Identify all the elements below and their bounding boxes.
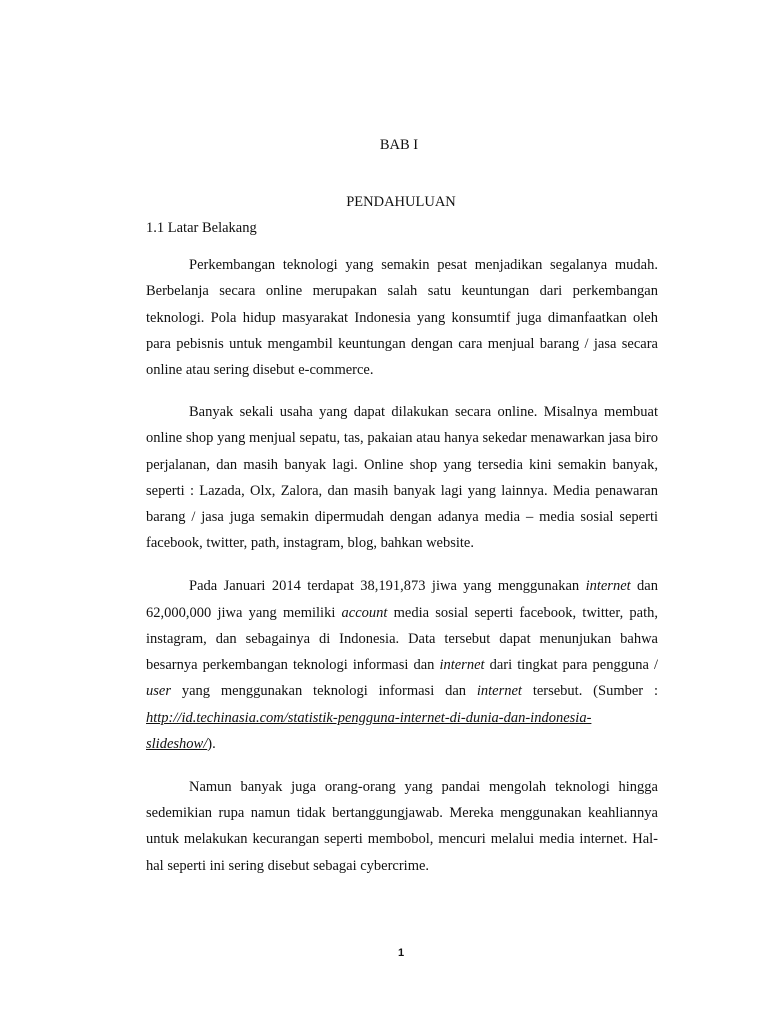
account-term: account (341, 604, 388, 621)
paragraph-3-text: dari tingkat para pengguna / (484, 657, 658, 674)
section-heading: 1.1 Latar Belakang (146, 220, 257, 236)
page-number: 1 (397, 947, 405, 959)
paragraph-3-text: yang menggunakan teknologi informasi dan (170, 683, 477, 700)
paragraph-4: Namun banyak juga orang-orang yang pandai mengolah teknologi hingga sedemikian rupa namun tidak bertanggungjawab. Mereka menggunakan keahliannya untuk melakukan kecurangan seperti membobol, mencuri melalui media internet. Hal-hal seperti ini sering disebut sebagai cybercrime. (146, 778, 658, 874)
internet-term: internet (476, 683, 522, 700)
internet-term: internet (439, 657, 485, 674)
paragraph-3-text: Pada Januari 2014 terdapat 38,191,873 jiwa yang menggunakan (189, 578, 586, 595)
paragraph-3-text: ). (207, 736, 216, 753)
chapter-number: BAB I (379, 137, 419, 153)
internet-term: internet (585, 578, 631, 595)
paragraph-3 (146, 573, 658, 757)
paragraph-3-text: tersebut. (Sumber : (521, 683, 658, 700)
chapter-title: PENDAHULUAN (346, 194, 456, 210)
body-text (146, 252, 658, 895)
paragraph-2: Banyak sekali usaha yang dapat dilakukan secara online. Misalnya membuat online shop yang menjual sepatu, tas, pakaian atau hanya sekedar menawarkan jasa biro perjalanan, dan masih banyak lagi. Online shop yang tersedia kini semakin banyak, seperti : Lazada, Olx, Zalora, dan masih banyak lagi yang lainnya. Media penawaran barang / jasa juga semakin dipermudah dengan adanya media – media sosial seperti facebook, twitter, path, instagram, blog, bahkan website. (146, 403, 658, 552)
paragraph-3-text: dan 62,000,000 jiwa yang memiliki (146, 578, 658, 621)
paragraph-1: Perkembangan teknologi yang semakin pesat menjadikan segalanya mudah. Berbelanja secara online merupakan salah satu keuntungan dari perkembangan teknologi. Pola hidup masyarakat Indonesia yang konsumtif juga dimanfaatkan oleh para pebisnis untuk mengambil keuntungan dengan cara menjual barang / jasa secara online atau sering disebut e-commerce. (146, 257, 658, 379)
paragraph-3-text: media sosial seperti facebook, twitter, path, instagram, dan sebagainya di Indonesia. Data tersebut dapat menunjukan bahwa besarnya perkembangan teknologi informasi dan (146, 604, 658, 674)
source-link[interactable]: http://id.techinasia.com/statistik-pengguna-internet-di-dunia-dan-indonesia-slideshow/ (146, 709, 592, 753)
user-term: user (146, 683, 171, 700)
